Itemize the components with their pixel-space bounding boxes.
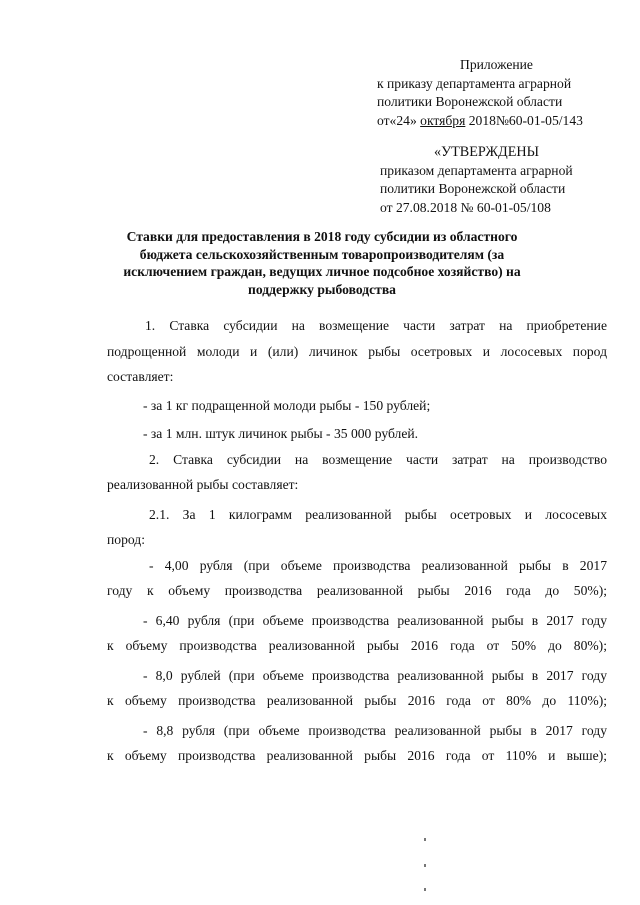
annex-header [377, 56, 583, 130]
rate-1-line-1: - 4,00 рубля (при объеме производства реализованной рыбы в 2017 [149, 557, 607, 573]
scan-speck [424, 888, 426, 891]
paragraph-2-line-2: реализованной рыбы составляет: [107, 477, 299, 492]
approval-stamp [380, 143, 573, 217]
paragraph-2-1-line-1: 2.1. За 1 килограмм реализованной рыбы осетровых и лососевых [149, 506, 607, 522]
paragraph-2-1-line-2: пород: [107, 532, 145, 547]
scan-speck [424, 838, 426, 841]
paragraph-2-line-1: 2. Ставка субсидии на возмещение части затрат на производство [149, 451, 607, 467]
annex-label: Приложение [460, 57, 533, 72]
annex-department-line: политики Воронежской области [377, 94, 563, 109]
annex-order-line: к приказу департамента аграрной [377, 75, 572, 91]
approval-date-line: от 27.08.2018 № 60-01-05/108 [380, 199, 551, 215]
rate-4-line-1: - 8,8 рубля (при объеме производства реализованной рыбы в 2017 году [143, 722, 607, 738]
rate-3-line-2: к объему производства реализованной рыбы 2016 года от 80% до 110%); [107, 693, 607, 708]
document-body [107, 313, 607, 769]
scan-speck [424, 864, 426, 867]
rate-2-line-2: к объему производства реализованной рыбы 2016 года от 50% до 80%); [107, 638, 607, 653]
scan-specks [424, 838, 427, 893]
rate-3-line-1: - 8,0 рублей (при объеме производства реализованной рыбы в 2017 году [143, 667, 607, 683]
approval-department-line: политики Воронежской области [380, 181, 566, 196]
list-item-1: - за 1 кг подращенной молоди рыбы - 150 рублей; [143, 397, 431, 413]
approval-label: «УТВЕРЖДЕНЫ [434, 144, 539, 160]
rate-4-line-2: к объему производства реализованной рыбы 2016 года от 110% и выше); [107, 748, 607, 763]
annex-date-month: октября [420, 112, 466, 128]
annex-date-line [377, 112, 583, 131]
rate-2-line-1: - 6,40 рубля (при объеме производства реализованной рыбы в 2017 году [143, 612, 607, 628]
document-title: Ставки для предоставления в 2018 году субсидии из областного бюджета сельскохозяйственным товаропроизводителям (за исключением граждан, ведущих личное подсобное хозяйство) на поддержку рыбоводства [123, 229, 521, 297]
annex-date-prefix: от«24» [377, 112, 421, 128]
paragraph-1-line-3: составляет: [107, 369, 174, 384]
rate-1-line-2: году к объему производства реализованной рыбы 2016 года до 50%); [107, 583, 607, 598]
approval-order-line: приказом департамента аграрной [380, 162, 573, 178]
paragraph-1-line-2: подрощенной молоди и (или) личинок рыбы осетровых и лососевых пород [107, 343, 607, 359]
list-item-2: - за 1 млн. штук личинок рыбы - 35 000 рублей. [143, 426, 419, 441]
annex-date-number: 2018№60-01-05/143 [465, 112, 583, 128]
paragraph-1-line-1: 1. Ставка субсидии на возмещение части затрат на приобретение [145, 318, 607, 333]
